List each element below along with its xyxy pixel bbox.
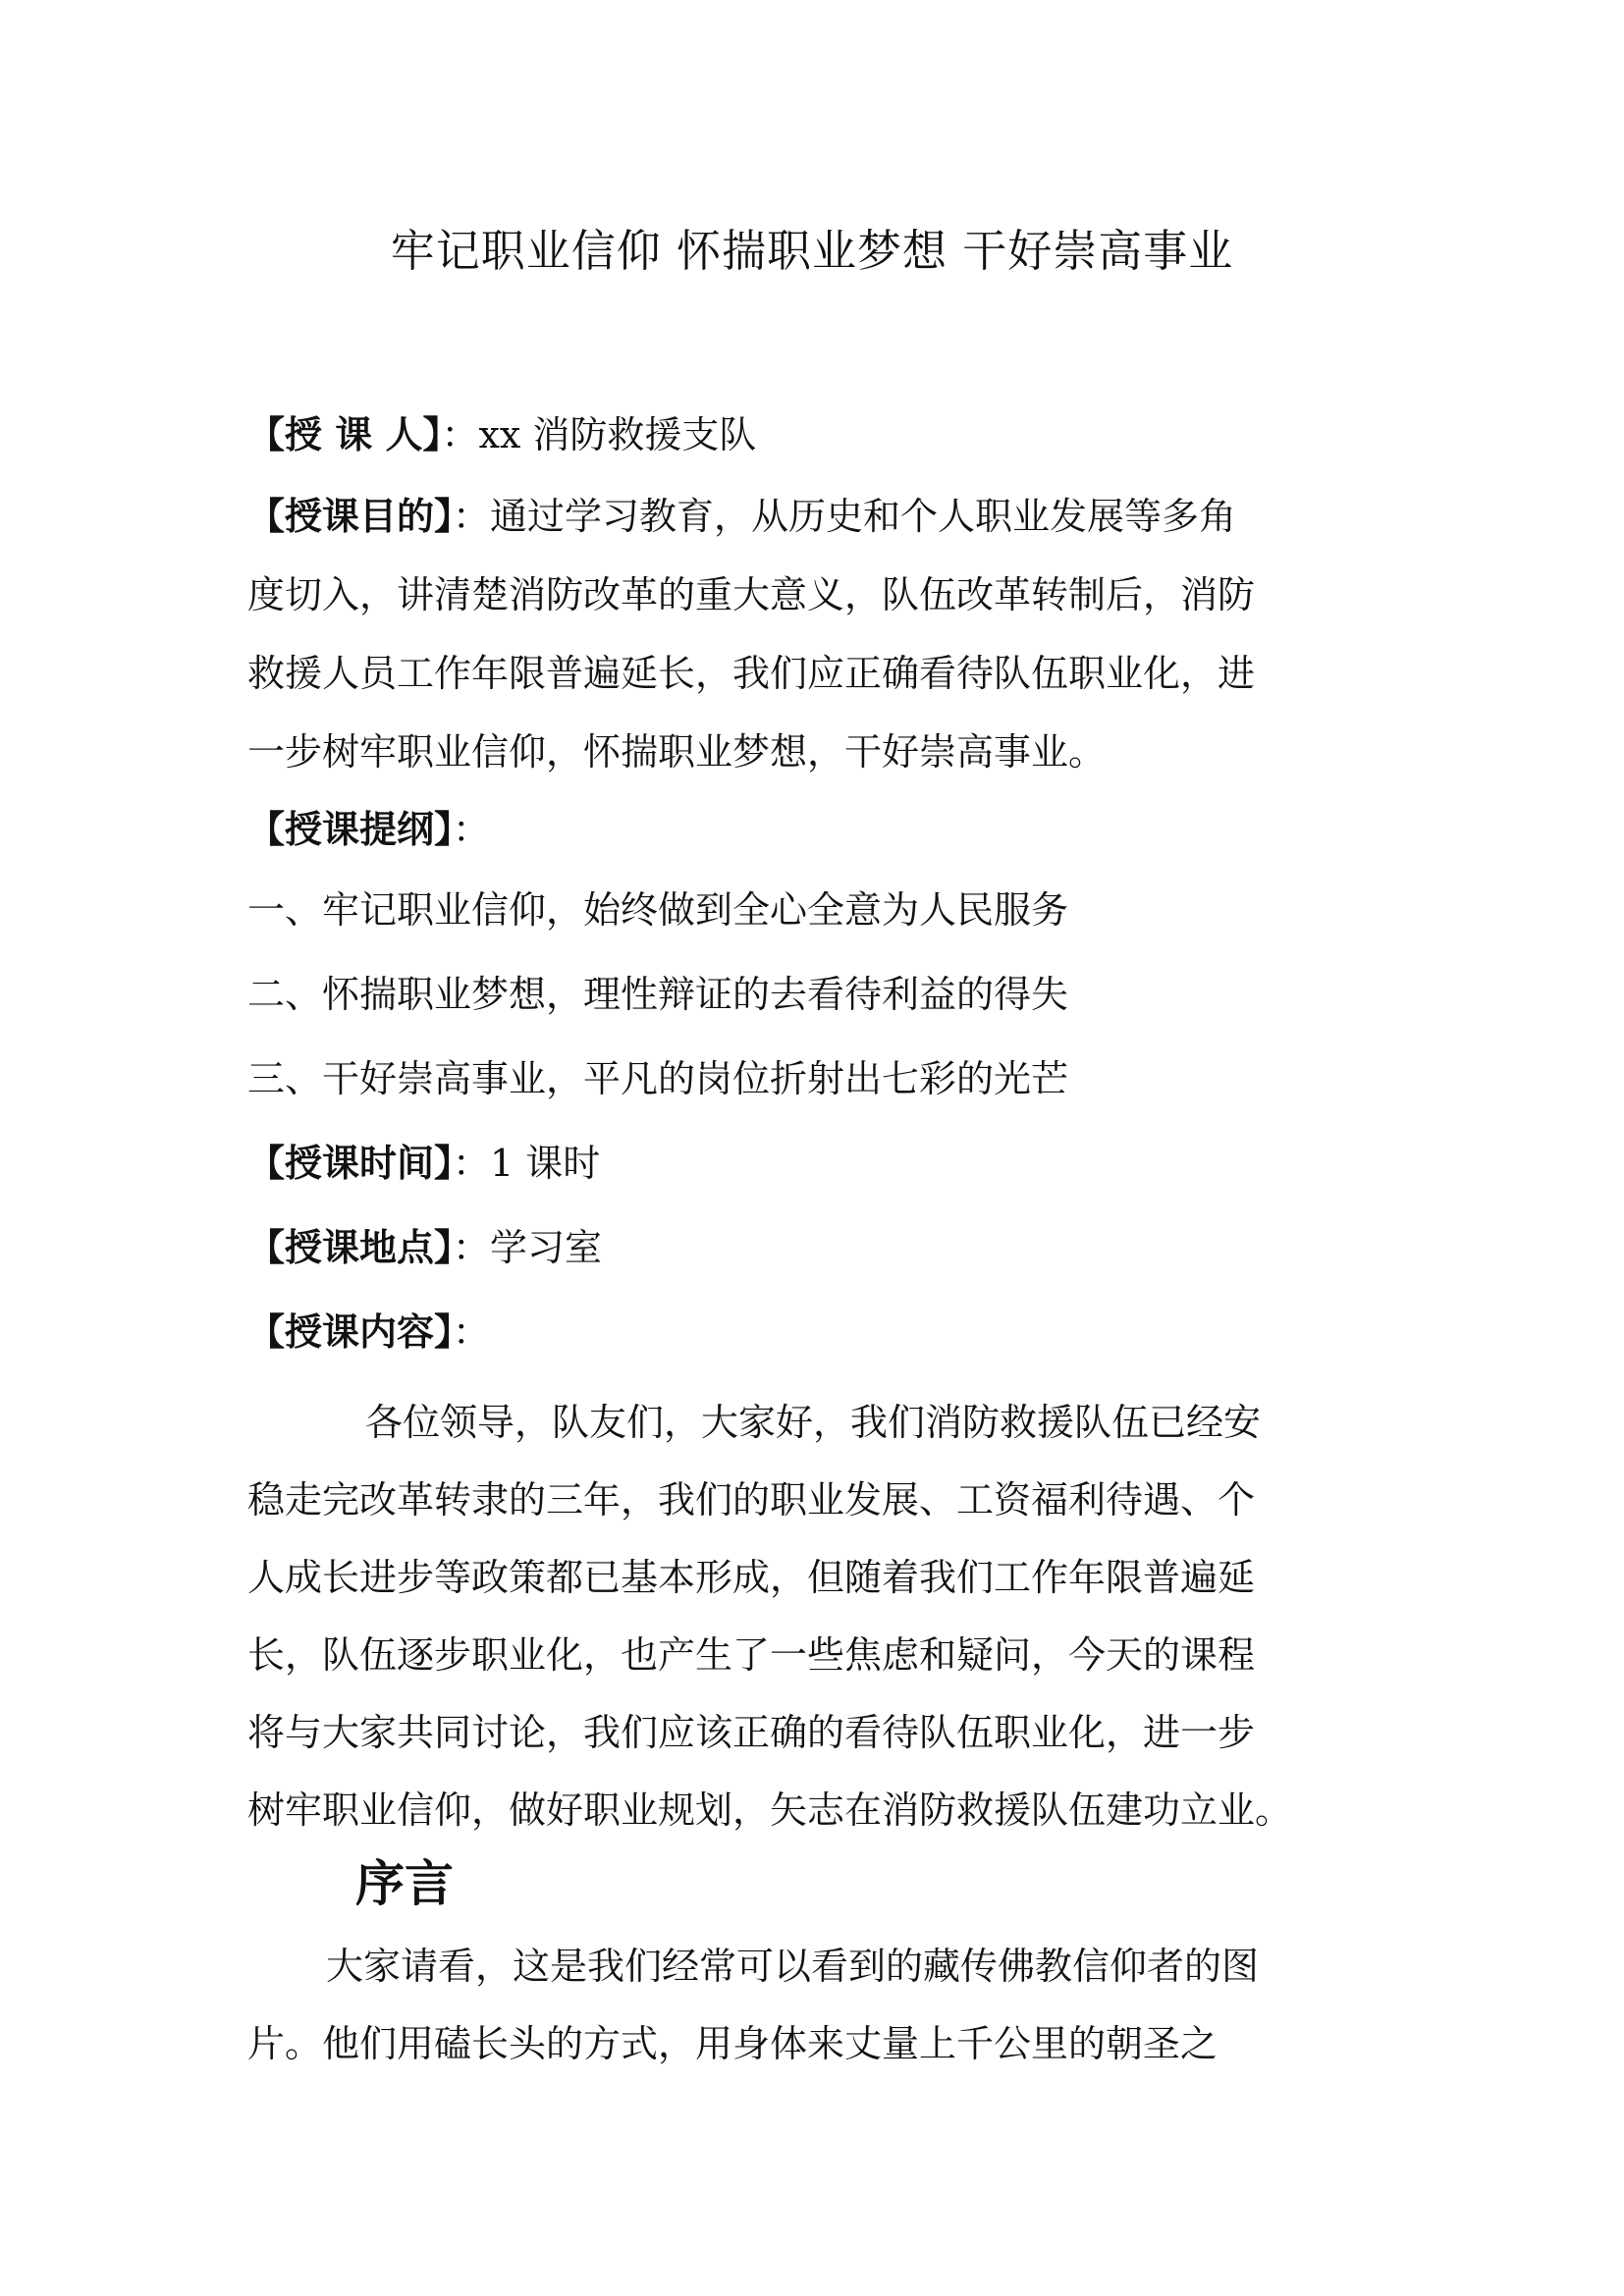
intro-line: 长，队伍逐步职业化，也产生了一些焦虑和疑问，今天的课程 bbox=[247, 1633, 1256, 1677]
preface-paragraph bbox=[247, 1928, 1377, 2083]
section-heading-preface: 序言 bbox=[355, 1855, 454, 1912]
place-sep: ： bbox=[453, 1226, 491, 1269]
outline-item: 一、牢记职业信仰，始终做到全心全意为人民服务 bbox=[247, 888, 1069, 932]
place-value: 学习室 bbox=[490, 1226, 603, 1269]
purpose-block bbox=[247, 477, 1377, 791]
lecturer-line bbox=[247, 393, 1377, 477]
outline-list bbox=[247, 868, 1377, 1121]
intro-paragraph bbox=[247, 1384, 1377, 1849]
time-sep: ： bbox=[453, 1142, 491, 1185]
time-value: 1 课时 bbox=[490, 1142, 601, 1185]
intro-line: 稳走完改革转隶的三年，我们的职业发展、工资福利待遇、个 bbox=[247, 1478, 1256, 1522]
outline-item: 三、干好崇高事业，平凡的岗位折射出七彩的光芒 bbox=[247, 1057, 1069, 1100]
lecturer-sep: ： bbox=[441, 413, 479, 456]
intro-line: 将与大家共同讨论，我们应该正确的看待队伍职业化，进一步 bbox=[247, 1711, 1256, 1754]
purpose-text: 通过学习教育，从历史和个人职业发展等多角 bbox=[490, 495, 1237, 538]
content-sep: ： bbox=[453, 1310, 491, 1354]
intro-line: 树牢职业信仰，做好职业规划，矢志在消防救援队伍建功立业。 bbox=[247, 1789, 1293, 1832]
time-line bbox=[247, 1121, 1377, 1205]
purpose-line-3: 一步树牢职业信仰，怀揣职业梦想，干好崇高事业。 bbox=[247, 730, 1107, 774]
intro-line: 人成长进步等政策都已基本形成，但随着我们工作年限普遍延 bbox=[247, 1556, 1256, 1599]
document-body bbox=[247, 393, 1377, 2083]
intro-line: 各位领导，队友们，大家好，我们消防救援队伍已经安 bbox=[365, 1401, 1262, 1444]
place-line bbox=[247, 1205, 1377, 1290]
preface-line: 大家请看，这是我们经常可以看到的藏传佛教信仰者的图 bbox=[326, 1945, 1260, 1988]
lecturer-value: xx 消防救援支队 bbox=[478, 413, 757, 456]
outline-sep: ： bbox=[453, 808, 491, 851]
place-label: 【授课地点】 bbox=[247, 1226, 454, 1269]
purpose-line-0 bbox=[247, 477, 1377, 556]
content-label: 【授课内容】 bbox=[247, 1310, 454, 1354]
preface-line: 片。他们用磕长头的方式，用身体来丈量上千公里的朝圣之 bbox=[247, 2022, 1218, 2065]
time-label: 【授课时间】 bbox=[247, 1142, 454, 1185]
outline-item: 二、怀揣职业梦想，理性辩证的去看待利益的得失 bbox=[247, 973, 1069, 1016]
purpose-line-2: 救援人员工作年限普遍延长，我们应正确看待队伍职业化，进 bbox=[247, 652, 1256, 695]
lecturer-label: 【授 课 人】 bbox=[247, 413, 442, 456]
purpose-line-1: 度切入，讲清楚消防改革的重大意义，队伍改革转制后，消防 bbox=[247, 573, 1256, 616]
purpose-sep: ： bbox=[453, 495, 491, 538]
outline-line bbox=[247, 791, 1377, 868]
document-title: 牢记职业信仰 怀揣职业梦想 干好崇高事业 bbox=[390, 225, 1234, 277]
purpose-label: 【授课目的】 bbox=[247, 495, 454, 538]
outline-label: 【授课提纲】 bbox=[247, 808, 454, 851]
content-line bbox=[247, 1290, 1377, 1384]
